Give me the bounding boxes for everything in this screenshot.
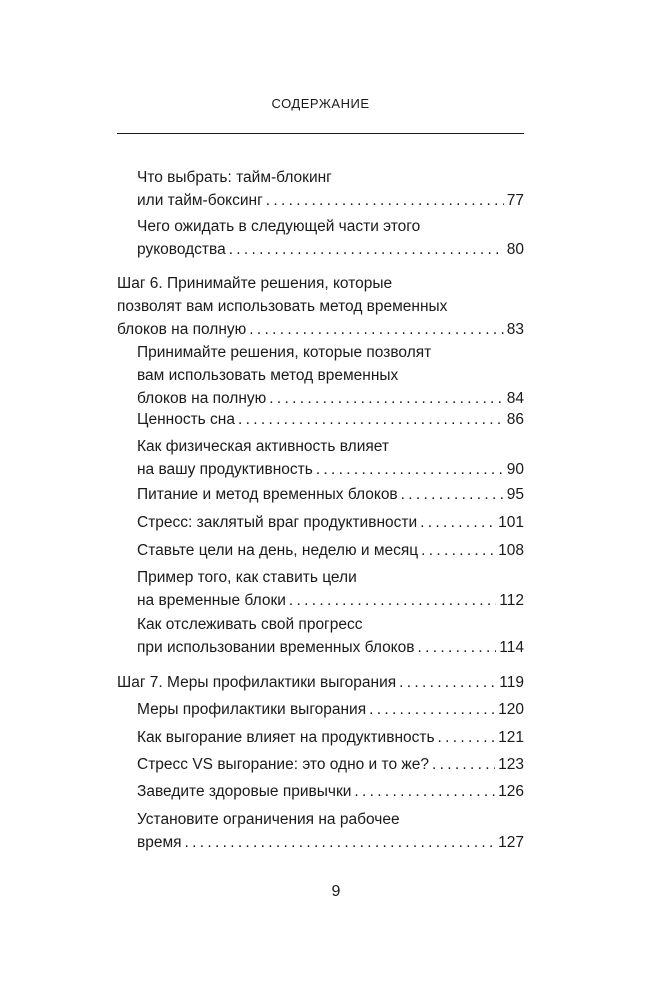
toc-page-number: 83 — [506, 321, 524, 338]
toc-page-number: 101 — [498, 514, 524, 531]
dot-leader — [432, 753, 495, 776]
toc-page-number: 86 — [506, 411, 524, 428]
toc-page-number: 127 — [498, 834, 524, 851]
toc-page-number: 95 — [506, 486, 524, 503]
toc-page-number: 119 — [499, 674, 524, 691]
toc-page-number: 121 — [498, 729, 524, 746]
toc-page-number: 108 — [498, 542, 524, 559]
dot-leader — [316, 458, 504, 481]
toc-page-number: 84 — [506, 390, 524, 407]
toc-entry-title: Как выгорание влияет на продуктивность — [137, 729, 435, 746]
page-number: 9 — [331, 883, 341, 900]
toc-entry[interactable] — [137, 408, 524, 431]
toc-entry[interactable] — [137, 539, 524, 562]
toc-entry[interactable] — [137, 341, 524, 410]
toc-entry[interactable] — [137, 780, 524, 803]
toc-entry[interactable] — [137, 613, 524, 659]
toc-chapter-entry[interactable] — [117, 671, 524, 694]
toc-entry-line: Установите ограничения на рабочее — [137, 811, 400, 828]
toc-page-number: 77 — [506, 192, 524, 209]
toc-entry[interactable] — [137, 483, 524, 506]
toc-entry[interactable] — [137, 753, 524, 776]
dot-leader — [421, 539, 495, 562]
dot-leader — [266, 189, 504, 212]
toc-entry-line: Шаг 6. Принимайте решения, которые — [117, 275, 393, 292]
dot-leader — [420, 511, 495, 534]
toc-entry-title: Заведите здоровые привычки — [137, 783, 352, 800]
toc-entry-line: вам использовать метод временных — [137, 367, 399, 384]
toc-page-number: 90 — [506, 461, 524, 478]
toc-entry-title: на вашу продуктивность — [137, 461, 313, 478]
dot-leader — [399, 671, 496, 694]
toc-page-number: 126 — [498, 783, 524, 800]
toc-entry-title: на временные блоки — [137, 592, 286, 609]
toc-entry-title: Стресс VS выгорание: это одно и то же? — [137, 756, 429, 773]
page-header-title: СОДЕРЖАНИЕ — [271, 96, 370, 111]
toc-entry-title: время — [137, 834, 182, 851]
toc-entry-title: руководства — [137, 241, 226, 258]
toc-entry-title: блоков на полную — [137, 390, 267, 407]
toc-entry-line: Что выбрать: тайм-блокинг — [137, 169, 332, 186]
toc-page-number: 80 — [506, 241, 524, 258]
dot-leader — [185, 831, 496, 854]
toc-entry-line: Как отслеживать свой прогресс — [137, 616, 363, 633]
toc-entry-title: при использовании временных блоков — [137, 639, 415, 656]
toc-entry[interactable] — [137, 166, 524, 212]
toc-entry-line: Как физическая активность влияет — [137, 438, 389, 455]
toc-entry-title: Стресс: заклятый враг продуктивности — [137, 514, 418, 531]
toc-entry[interactable] — [137, 435, 524, 481]
toc-page-number: 112 — [499, 592, 524, 609]
dot-leader — [369, 698, 495, 721]
dot-leader — [289, 589, 496, 612]
toc-entry-title: Ставьте цели на день, неделю и месяц — [137, 542, 419, 559]
header-divider — [117, 133, 524, 134]
toc-entry-line: Чего ожидать в следующей части этого — [137, 218, 421, 235]
toc-entry[interactable] — [137, 808, 524, 854]
toc-entry-title: блоков на полную — [117, 321, 247, 338]
dot-leader — [438, 726, 496, 749]
toc-entry[interactable] — [137, 698, 524, 721]
dot-leader — [238, 408, 504, 431]
dot-leader — [354, 780, 495, 803]
toc-entry-title: Шаг 7. Меры профилактики выгорания — [117, 674, 397, 691]
toc-entry-line: Принимайте решения, которые позволят — [137, 344, 432, 361]
dot-leader — [401, 483, 504, 506]
dot-leader — [229, 238, 504, 261]
toc-chapter-entry[interactable] — [117, 272, 524, 341]
toc-entry-title: Питание и метод временных блоков — [137, 486, 398, 503]
toc-entry[interactable] — [137, 215, 524, 261]
toc-page-number: 123 — [498, 756, 524, 773]
toc-page-number: 120 — [498, 701, 524, 718]
dot-leader — [418, 636, 497, 659]
dot-leader — [269, 387, 503, 410]
toc-entry-title: или тайм-боксинг — [137, 192, 263, 209]
dot-leader — [249, 318, 503, 341]
toc-entry[interactable] — [137, 511, 524, 534]
toc-entry-line: Пример того, как ставить цели — [137, 569, 357, 586]
toc-entry-title: Ценность сна — [137, 411, 235, 428]
toc-entry[interactable] — [137, 726, 524, 749]
toc-entry-title: Меры профилактики выгорания — [137, 701, 367, 718]
toc-entry-line: позволят вам использовать метод временных — [117, 298, 448, 315]
toc-entry[interactable] — [137, 566, 524, 612]
toc-page-number: 114 — [499, 639, 524, 656]
